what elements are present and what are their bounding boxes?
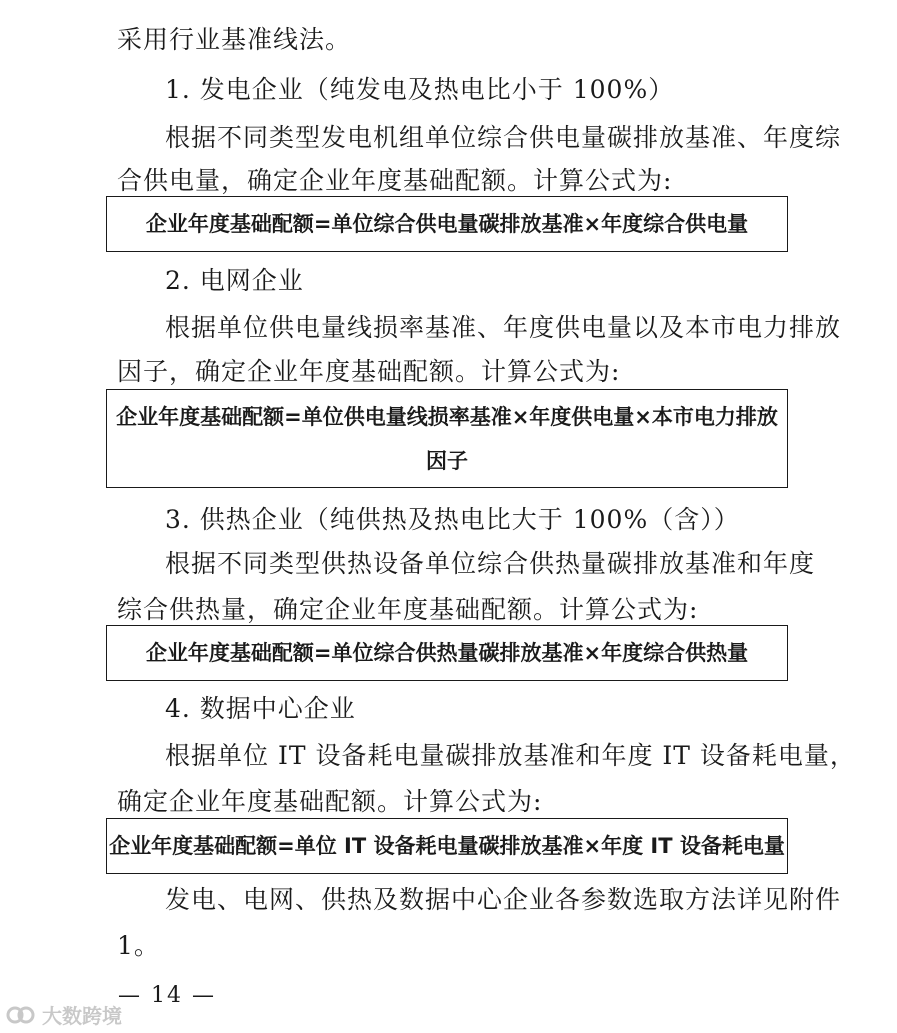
closing-paragraph-line-2: 1。 <box>117 931 160 960</box>
section-2-paragraph-line-2: 因子，确定企业年度基础配额。计算公式为: <box>117 357 621 386</box>
page-number: — 14 — <box>118 983 216 1008</box>
section-4-heading: 4. 数据中心企业 <box>165 694 356 723</box>
section-3-heading: 3. 供热企业（纯供热及热电比大于 100%（含）） <box>165 505 740 534</box>
section-3-paragraph-line-2: 综合供热量，确定企业年度基础配额。计算公式为: <box>117 595 699 624</box>
section-4-paragraph-line-2: 确定企业年度基础配额。计算公式为: <box>117 787 543 816</box>
section-1-heading: 1. 发电企业（纯发电及热电比小于 100%） <box>165 75 675 104</box>
formula-box-power-generation <box>106 196 788 252</box>
formula-heat-supply: 企业年度基础配额=单位综合供热量碳排放基准×年度综合供热量 <box>145 641 749 665</box>
intro-text: 采用行业基准线法。 <box>117 25 352 54</box>
formula-data-center: 企业年度基础配额=单位 IT 设备耗电量碳排放基准×年度 IT 设备耗电量 <box>109 834 785 858</box>
formula-power-grid-line-2: 因子 <box>426 448 468 473</box>
formula-power-generation: 企业年度基础配额=单位综合供电量碳排放基准×年度综合供电量 <box>145 212 749 236</box>
watermark <box>6 1000 122 1029</box>
section-4-paragraph-line-1: 根据单位 IT 设备耗电量碳排放基准和年度 IT 设备耗电量， <box>165 741 856 770</box>
section-3-paragraph-line-1: 根据不同类型供热设备单位综合供热量碳排放基准和年度 <box>165 549 816 578</box>
section-1-paragraph-line-2: 合供电量，确定企业年度基础配额。计算公式为: <box>117 166 673 195</box>
section-1-paragraph-line-1: 根据不同类型发电机组单位综合供电量碳排放基准、年度综 <box>165 123 842 152</box>
watermark-text: 大数跨境 <box>42 1004 122 1028</box>
section-2-heading: 2. 电网企业 <box>165 266 304 295</box>
formula-box-data-center <box>106 818 788 874</box>
logo-icon <box>6 1004 36 1026</box>
formula-power-grid-line-1: 企业年度基础配额=单位供电量线损率基准×年度供电量×本市电力排放 <box>116 404 778 429</box>
section-2-paragraph-line-1: 根据单位供电量线损率基准、年度供电量以及本市电力排放 <box>165 313 842 342</box>
formula-box-heat-supply <box>106 625 788 681</box>
formula-box-power-grid <box>106 389 788 488</box>
closing-paragraph-line-1: 发电、电网、供热及数据中心企业各参数选取方法详见附件 <box>165 885 842 914</box>
